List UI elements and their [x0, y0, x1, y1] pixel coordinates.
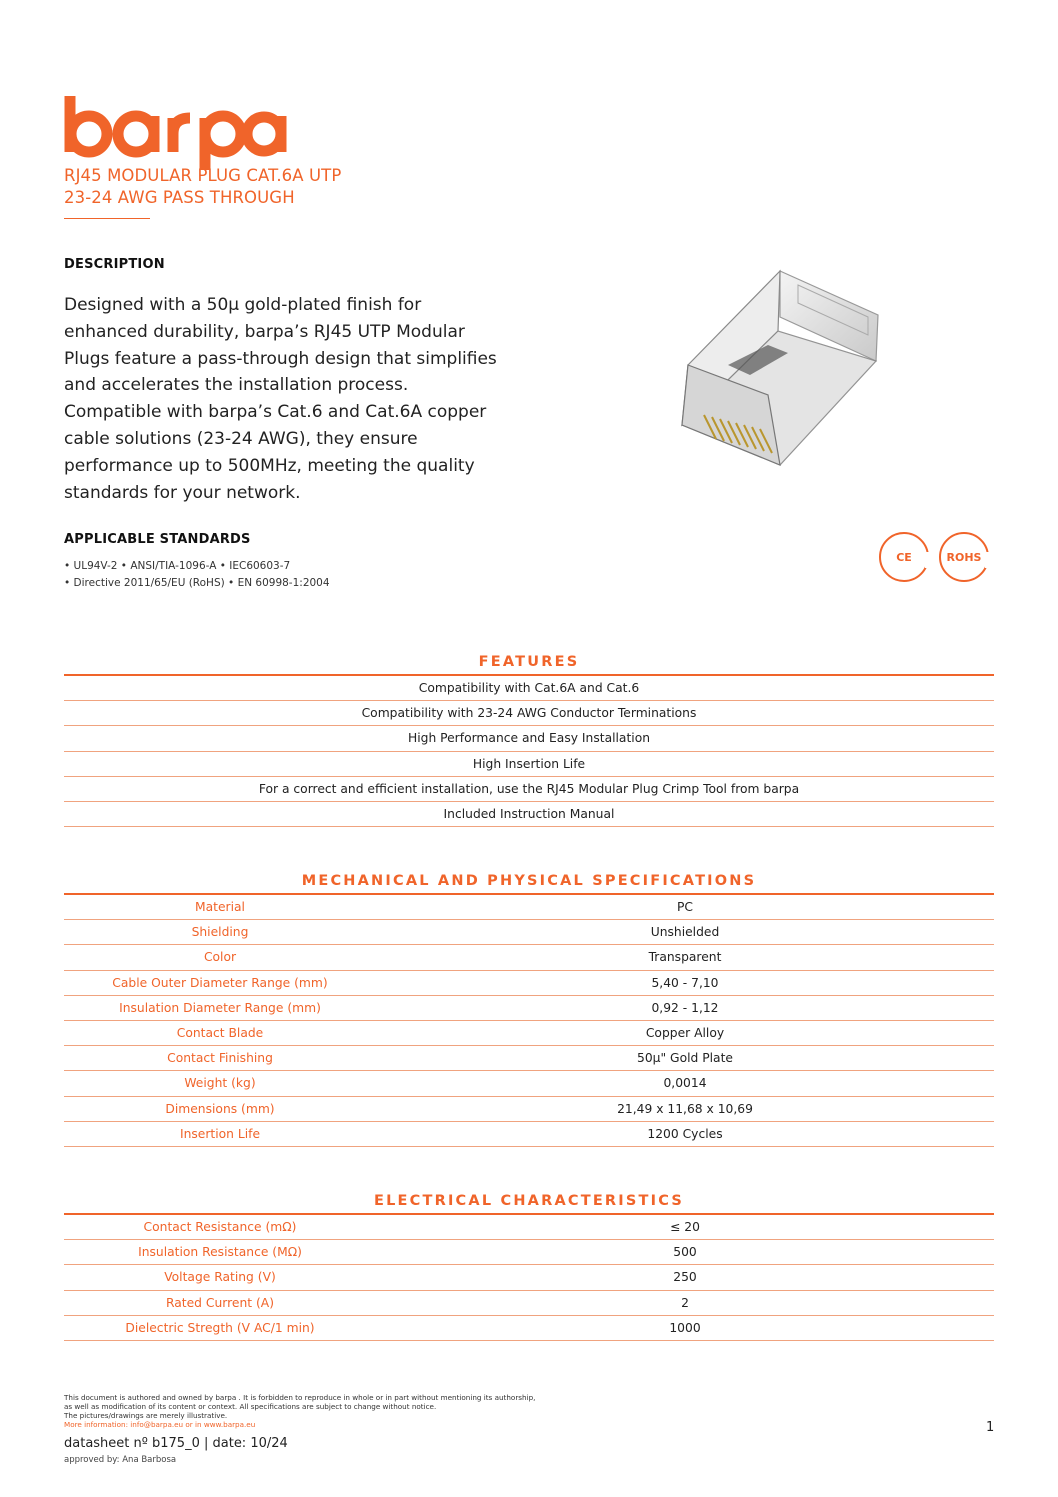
spec-row	[64, 1071, 994, 1096]
spec-row	[64, 1316, 994, 1341]
spec-value: 1000	[669, 1320, 701, 1335]
product-title-line1: RJ45 MODULAR PLUG CAT.6A UTP	[64, 166, 342, 185]
rohs-badge-label: ROHS	[946, 550, 982, 564]
rj45-plug-image	[668, 265, 883, 485]
spec-label: Cable Outer Diameter Range (mm)	[112, 975, 328, 990]
electrical-table	[64, 1189, 994, 1341]
spec-value: 250	[673, 1270, 697, 1285]
feature-row: Included Instruction Manual	[64, 802, 994, 827]
barpa-logo	[62, 92, 288, 172]
footer-legal-2: as well as modification of its content or context. All specifications are subject to change without notice.	[64, 1402, 437, 1411]
approved-by: approved by: Ana Barbosa	[64, 1455, 177, 1465]
spec-row	[64, 1046, 994, 1071]
mechanical-table	[64, 869, 994, 1147]
spec-label: Insulation Diameter Range (mm)	[119, 1000, 321, 1015]
spec-value: 50µ" Gold Plate	[637, 1051, 733, 1066]
feature-row: Compatibility with 23-24 AWG Conductor Terminations	[64, 701, 994, 726]
description-body: Designed with a 50µ gold-plated finish for enhanced durability, barpa’s RJ45 UTP Modular Plugs feature a pass-through design that simplifies and accelerates the installation process. Compatible with barpa’s Cat.6 and Cat.6A copper cable solutions (23-24 AWG), they ensure performance up to 500MHz, meeting the quality standards for your network.	[64, 295, 497, 503]
spec-label: Contact Resistance (mΩ)	[143, 1220, 297, 1235]
feature-row: Compatibility with Cat.6A and Cat.6	[64, 676, 994, 701]
spec-value: PC	[676, 900, 693, 915]
spec-label: Contact Blade	[176, 1026, 264, 1041]
spec-label: Dielectric Stregth (V AC/1 min)	[125, 1320, 315, 1335]
rohs-badge-icon	[939, 532, 989, 582]
standards-heading: APPLICABLE STANDARDS	[64, 532, 251, 547]
product-title-line2: 23-24 AWG PASS THROUGH	[64, 188, 295, 207]
spec-value: Transparent	[648, 950, 722, 965]
spec-row	[64, 1240, 994, 1265]
spec-row	[64, 920, 994, 945]
ce-badge-icon	[879, 532, 929, 582]
spec-value: ≤ 20	[670, 1220, 700, 1235]
feature-row: For a correct and efficient installation, use the RJ45 Modular Plug Crimp Tool from barpa	[64, 777, 994, 802]
spec-value: 2	[681, 1295, 689, 1310]
features-title: FEATURES	[478, 654, 580, 670]
spec-value: Unshielded	[650, 925, 720, 940]
footer-legal-3: The pictures/drawings are merely illustrative.	[64, 1411, 228, 1420]
spec-label: Rated Current (A)	[165, 1295, 274, 1310]
spec-row	[64, 1215, 994, 1240]
spec-row	[64, 1097, 994, 1122]
spec-label: Weight (kg)	[184, 1076, 256, 1091]
spec-value: 5,40 - 7,10	[651, 975, 719, 990]
spec-row	[64, 971, 994, 996]
feature-row: High Insertion Life	[64, 752, 994, 777]
mechanical-title: MECHANICAL AND PHYSICAL SPECIFICATIONS	[301, 873, 757, 889]
ce-badge-label: CE	[896, 550, 912, 564]
spec-label: Shielding	[191, 925, 249, 940]
spec-row	[64, 945, 994, 970]
spec-value: 21,49 x 11,68 x 10,69	[617, 1101, 753, 1116]
footer-contact-link[interactable]: More information: info@barpa.eu or in www.barpa.eu	[64, 1420, 256, 1429]
feature-row: High Performance and Easy Installation	[64, 726, 994, 751]
spec-value: 1200 Cycles	[647, 1126, 723, 1141]
spec-value: 0,0014	[663, 1076, 707, 1091]
description-heading: DESCRIPTION	[64, 257, 165, 272]
spec-label: Material	[195, 900, 245, 915]
footer-legal-1: This document is authored and owned by barpa . It is forbidden to reproduce in whole or in part without mentioning its authorship,	[64, 1393, 536, 1402]
features-table	[64, 650, 994, 827]
page-number: 1	[986, 1420, 995, 1435]
spec-row	[64, 996, 994, 1021]
spec-value: 0,92 - 1,12	[651, 1000, 719, 1015]
spec-label: Voltage Rating (V)	[164, 1270, 276, 1285]
datasheet-number: datasheet nº b175_0 | date: 10/24	[64, 1436, 288, 1451]
spec-row	[64, 1021, 994, 1046]
spec-value: Copper Alloy	[645, 1026, 725, 1041]
spec-value: 500	[673, 1245, 697, 1260]
spec-label: Insertion Life	[179, 1126, 261, 1141]
standards-line-1: • UL94V-2 • ANSI/TIA-1096-A • IEC60603-7	[64, 560, 291, 572]
spec-label: Insulation Resistance (MΩ)	[138, 1245, 302, 1260]
spec-label: Color	[203, 950, 237, 965]
spec-row	[64, 895, 994, 920]
spec-row	[64, 1122, 994, 1147]
spec-label: Contact Finishing	[167, 1051, 273, 1066]
spec-label: Dimensions (mm)	[165, 1101, 275, 1116]
electrical-title: ELECTRICAL CHARACTERISTICS	[374, 1193, 684, 1209]
standards-line-2: • Directive 2011/65/EU (RoHS) • EN 60998-1:2004	[64, 577, 330, 589]
spec-row	[64, 1291, 994, 1316]
spec-row	[64, 1265, 994, 1290]
title-divider	[64, 218, 150, 219]
